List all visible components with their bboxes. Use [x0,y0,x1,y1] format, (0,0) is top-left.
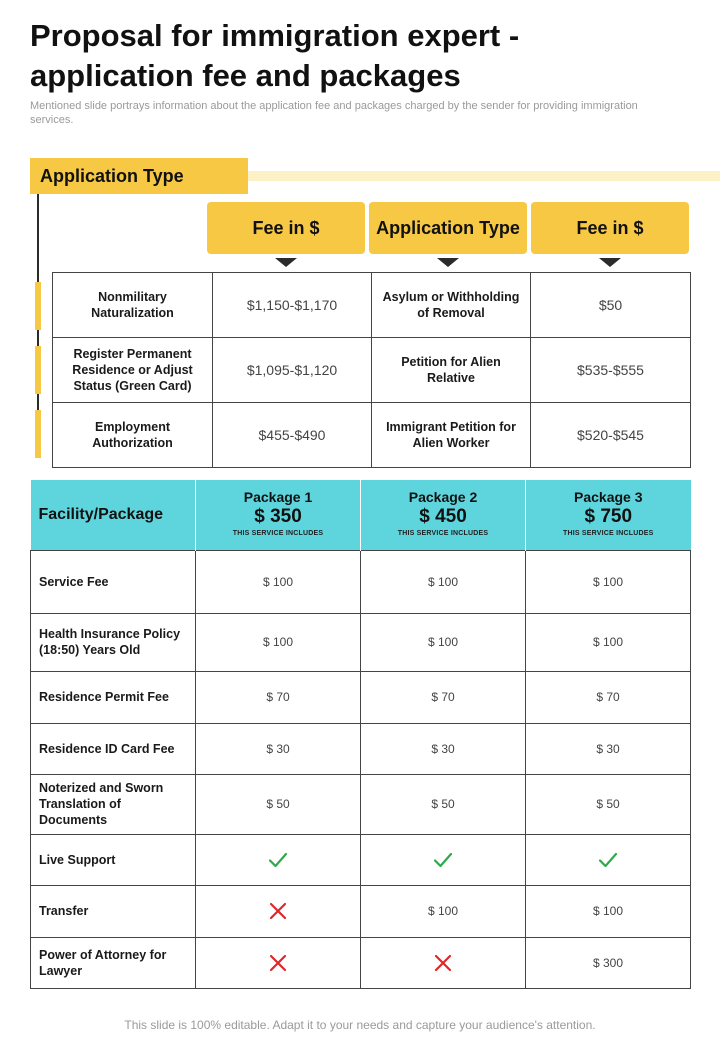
icon-cell [196,885,361,937]
package-value-cell: $ 100 [526,885,691,937]
facility-label: Transfer [31,885,196,937]
package-value-cell: $ 70 [526,671,691,723]
table-row [31,671,691,723]
package-name: Package 3 [574,489,643,506]
table-row [31,937,691,988]
icon-cell [361,937,526,988]
arrow-down-icon [275,258,297,267]
package-value-cell: $ 100 [526,613,691,671]
application-type-cell: Register Permanent Residence or Adjust Status (Green Card) [53,338,213,403]
fee-cell: $455-$490 [213,403,372,468]
cross-icon [432,952,454,974]
package-header-3 [526,480,691,550]
page-title: Proposal for immigration expert - application fee and packages [30,18,520,93]
package-value-cell: $ 70 [361,671,526,723]
table-row [31,613,691,671]
package-header-row [31,480,691,550]
package-price: $ 350 [254,506,302,528]
package-value-cell: $ 30 [361,723,526,774]
package-value-cell: $ 100 [526,550,691,613]
table-row [31,723,691,774]
application-type-cell: Petition for Alien Relative [372,338,531,403]
package-header-2 [361,480,526,550]
left-accent-bar-3 [35,410,41,458]
package-note: THIS SERVICE INCLUDES [397,530,489,538]
fee-cell: $520-$545 [531,403,691,468]
arrow-down-icon [599,258,621,267]
icon-cell [361,834,526,885]
table-row [31,834,691,885]
application-type-cell: Employment Authorization [53,403,213,468]
package-value-cell: $ 50 [526,774,691,834]
package-price: $ 450 [419,506,467,528]
fee-cell: $1,150-$1,170 [213,273,372,338]
application-type-cell: Immigrant Petition for Alien Worker [372,403,531,468]
package-table [30,480,691,989]
application-fee-table [52,272,691,468]
icon-cell [196,834,361,885]
page-subtitle: Mentioned slide portrays information about the application fee and packages charged by the sender for providing immigration services. [30,100,638,126]
table-row [31,885,691,937]
check-icon [432,849,454,871]
left-accent-bar-2 [35,346,41,394]
package-name: Package 2 [408,489,478,506]
package-value-cell: $ 70 [196,671,361,723]
fee-cell: $1,095-$1,120 [213,338,372,403]
application-type-header: Application Type [369,202,527,254]
table-row [53,273,691,338]
package-value-cell: $ 50 [361,774,526,834]
fee-cell: $50 [531,273,691,338]
facility-label: Residence Permit Fee [31,671,196,723]
package-price: $ 750 [584,506,633,528]
table-row [53,338,691,403]
facility-label: Health Insurance Policy (18:50) Years Old [31,613,196,671]
fee-cell: $535-$555 [531,338,691,403]
check-icon [597,849,619,871]
table-row [53,403,691,468]
icon-cell [526,834,691,885]
package-value-cell: $ 100 [361,885,526,937]
facility-label: Service Fee [31,550,196,613]
package-value-cell: $ 30 [526,723,691,774]
facility-label: Noterized and Sworn Translation of Documents [31,774,196,834]
cross-icon [267,952,289,974]
facility-label: Power of Attorney for Lawyer [31,937,196,988]
application-type-cell: Nonmilitary Naturalization [53,273,213,338]
fee-header-1: Fee in $ [207,202,365,254]
package-note: THIS SERVICE INCLUDES [232,530,324,538]
package-value-cell: $ 100 [361,613,526,671]
package-value-cell: $ 30 [196,723,361,774]
package-table-body [31,550,691,988]
table-row [31,774,691,834]
table-row [31,550,691,613]
package-value-cell: $ 100 [196,550,361,613]
facility-package-header: Facility/Package [31,480,196,550]
package-name: Package 1 [243,489,313,506]
section-strip [248,171,720,181]
package-value-cell: $ 50 [196,774,361,834]
icon-cell [196,937,361,988]
arrow-down-icon [437,258,459,267]
fee-header-2: Fee in $ [531,202,689,254]
application-type-cell: Asylum or Withholding of Removal [372,273,531,338]
cross-icon [267,900,289,922]
section-tab-application-type: Application Type [30,158,248,194]
facility-label: Live Support [31,834,196,885]
package-value-cell: $ 300 [526,937,691,988]
package-value-cell: $ 100 [361,550,526,613]
package-note: THIS SERVICE INCLUDES [563,530,654,538]
facility-label: Residence ID Card Fee [31,723,196,774]
left-accent-bar-1 [35,282,41,330]
package-value-cell: $ 100 [196,613,361,671]
footer-note: This slide is 100% editable. Adapt it to your needs and capture your audience's attention. [124,1018,596,1032]
check-icon [267,849,289,871]
package-header-1 [196,480,361,550]
